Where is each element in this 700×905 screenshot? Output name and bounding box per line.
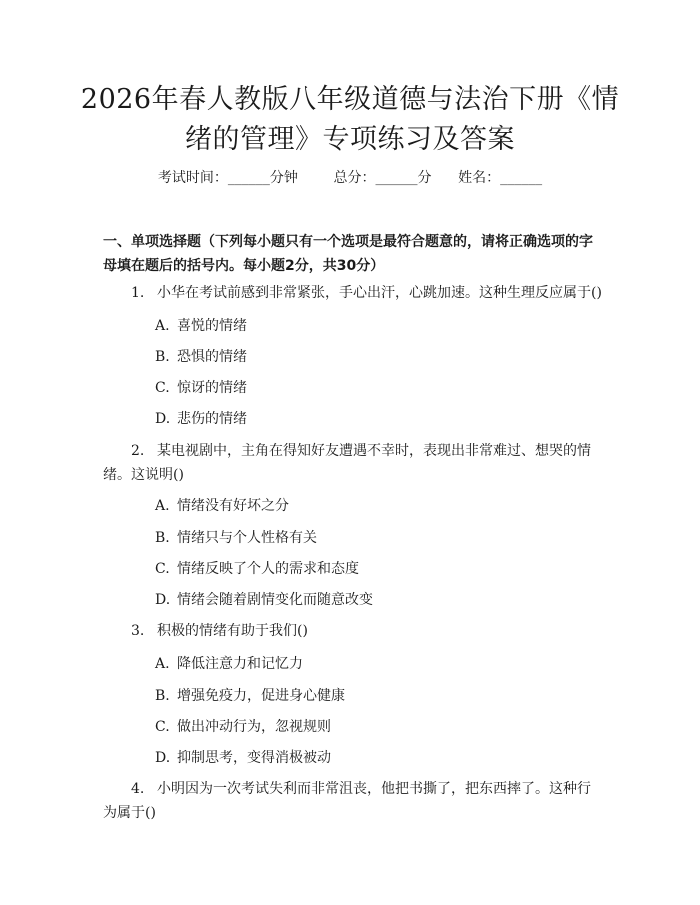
option-key: B. xyxy=(155,349,170,365)
question-1 xyxy=(103,281,603,305)
name-label: 姓名： xyxy=(458,170,501,186)
option-2c xyxy=(155,559,359,579)
option-key: C. xyxy=(155,719,170,735)
option-3d xyxy=(155,748,331,768)
option-text: 降低注意力和记忆力 xyxy=(177,656,303,672)
option-key: A. xyxy=(155,318,170,334)
exam-time-blank: ______ xyxy=(227,170,270,186)
option-text: 抑制思考，变得消极被动 xyxy=(177,750,331,766)
exam-time-unit: 分钟 xyxy=(269,170,298,186)
question-number: 4. xyxy=(131,781,145,797)
question-stem: 小明因为一次考试失利而非常沮丧，他把书撕了，把东西摔了。这种行为属于() xyxy=(103,781,591,821)
option-key: D. xyxy=(155,411,171,427)
option-1b xyxy=(155,347,247,367)
question-number: 3. xyxy=(131,623,145,639)
question-stem: 某电视剧中，主角在得知好友遭遇不幸时，表现出非常难过、想哭的情绪。这说明() xyxy=(103,443,591,483)
section-heading: 一、单项选择题（下列每小题只有一个选项是最符合题意的，请将正确选项的字母填在题后的括号内。每小题2分，共30分） xyxy=(103,234,593,274)
option-text: 情绪只与个人性格有关 xyxy=(177,530,317,546)
total-score-unit: 分 xyxy=(417,170,432,186)
option-3b xyxy=(155,686,345,706)
name-blank: ______ xyxy=(500,170,543,186)
option-3a xyxy=(155,654,303,674)
option-text: 悲伤的情绪 xyxy=(177,411,247,427)
option-text: 情绪反映了个人的需求和态度 xyxy=(177,561,359,577)
exam-time-label: 考试时间： xyxy=(157,170,228,186)
option-text: 情绪没有好坏之分 xyxy=(177,498,289,514)
option-text: 情绪会随着剧情变化而随意改变 xyxy=(177,592,373,608)
option-text: 恐惧的情绪 xyxy=(177,349,247,365)
question-number: 1. xyxy=(131,285,145,301)
total-score-label: 总分： xyxy=(333,170,376,186)
option-key: C. xyxy=(155,561,170,577)
option-text: 惊讶的情绪 xyxy=(177,380,247,396)
option-text: 增强免疫力，促进身心健康 xyxy=(177,688,345,704)
option-text: 喜悦的情绪 xyxy=(177,318,247,334)
option-key: A. xyxy=(155,498,170,514)
page-title: 2026年春人教版八年级道德与法治下册《情绪的管理》专项练习及答案 xyxy=(80,84,620,155)
option-key: B. xyxy=(155,688,170,704)
option-3c xyxy=(155,717,331,737)
option-1d xyxy=(155,409,247,429)
option-key: B. xyxy=(155,530,170,546)
exam-info-line xyxy=(0,168,700,188)
total-score-blank: ______ xyxy=(375,170,418,186)
option-2b xyxy=(155,528,317,548)
question-4 xyxy=(103,777,603,825)
option-key: A. xyxy=(155,656,170,672)
option-key: C. xyxy=(155,380,170,396)
question-number: 2. xyxy=(131,443,145,459)
question-stem: 小华在考试前感到非常紧张，手心出汗，心跳加速。这种生理反应属于() xyxy=(157,285,602,301)
option-1a xyxy=(155,316,247,336)
option-1c xyxy=(155,378,247,398)
option-2d xyxy=(155,590,373,610)
option-2a xyxy=(155,496,289,516)
option-text: 做出冲动行为，忽视规则 xyxy=(177,719,331,735)
option-key: D. xyxy=(155,592,171,608)
question-stem: 积极的情绪有助于我们() xyxy=(157,623,308,639)
question-2 xyxy=(103,439,603,487)
option-key: D. xyxy=(155,750,171,766)
question-3 xyxy=(103,619,603,643)
